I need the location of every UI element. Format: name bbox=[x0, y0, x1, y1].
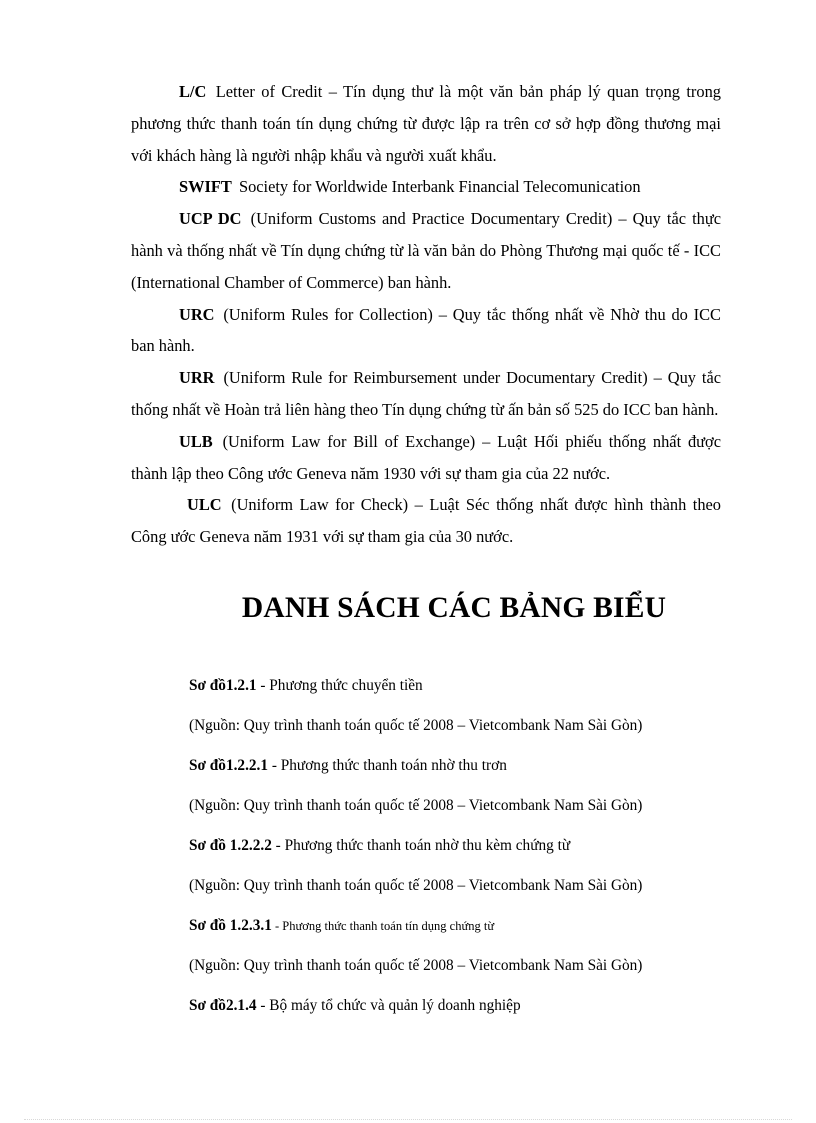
abbreviation-swift bbox=[131, 171, 721, 203]
abbreviation-term: L/C bbox=[179, 82, 207, 101]
diagram-source: (Nguồn: Quy trình thanh toán quốc tế 2008 – Vietcombank Nam Sài Gòn) bbox=[189, 797, 643, 814]
diagram-code: Sơ đồ1.2.2.1 bbox=[189, 757, 269, 774]
abbreviation-term: ULC bbox=[187, 495, 222, 515]
abbreviation-definition: Society for Worldwide Interbank Financial Telecomunication bbox=[238, 177, 641, 197]
abbreviation-term: ULB bbox=[179, 431, 213, 451]
abbreviation-urr bbox=[131, 362, 721, 426]
abbreviation-urc bbox=[131, 299, 721, 363]
diagram-description: - Phương thức thanh toán nhờ thu kèm chứng từ bbox=[271, 837, 571, 854]
diagram-source: (Nguồn: Quy trình thanh toán quốc tế 2008 – Vietcombank Nam Sài Gòn) bbox=[189, 877, 643, 894]
diagram-caption bbox=[189, 916, 749, 956]
diagram-caption bbox=[189, 836, 749, 876]
abbreviation-term: URC bbox=[179, 304, 215, 324]
abbreviation-definition: (Uniform Customs and Practice Documentary Credit) – Quy tắc thực hành và thống nhất về Tín dụng chứng từ là văn bản do Phòng Thương mại quốc tế - ICC (International Chamber of Commerce) ban hành. bbox=[131, 209, 721, 292]
diagram-entry bbox=[189, 836, 749, 916]
abbreviation-term: SWIFT bbox=[179, 177, 232, 197]
abbreviation-definition: (Uniform Law for Check) – Luật Séc thống nhất được hình thành theo Công ước Geneva năm 1931 với sự tham gia của 30 nước. bbox=[131, 495, 721, 547]
abbreviation-list bbox=[131, 76, 721, 553]
diagram-source: (Nguồn: Quy trình thanh toán quốc tế 2008 – Vietcombank Nam Sài Gòn) bbox=[189, 957, 643, 974]
diagram-code: Sơ đồ 1.2.3.1 bbox=[189, 917, 272, 934]
abbreviation-ulb bbox=[131, 426, 721, 490]
diagram-source: (Nguồn: Quy trình thanh toán quốc tế 2008 – Vietcombank Nam Sài Gòn) bbox=[189, 717, 643, 734]
diagram-description: - Phương thức thanh toán nhờ thu trơn bbox=[268, 757, 507, 774]
abbreviation-definition: Letter of Credit – Tín dụng thư là một văn bản pháp lý quan trọng trong phương thức thanh toán tín dụng chứng từ được lập ra trên cơ sở hợp đồng thương mại với khách hàng là người nhập khẩu và người xuất khẩu. bbox=[131, 82, 721, 165]
diagram-description: - Phương thức thanh toán tín dụng chứng từ bbox=[271, 919, 495, 933]
diagram-caption bbox=[189, 676, 749, 716]
abbreviation-term: UCP DC bbox=[179, 209, 242, 229]
list-of-tables-title: DANH SÁCH CÁC BẢNG BIỂU bbox=[241, 592, 667, 624]
page-bottom-divider bbox=[24, 1119, 792, 1120]
diagram-entry bbox=[189, 676, 749, 756]
abbreviation-definition: (Uniform Rule for Reimbursement under Documentary Credit) – Quy tắc thống nhất về Hoàn trả liên hàng theo Tín dụng chứng từ ấn bản số 525 do ICC ban hành. bbox=[131, 368, 721, 419]
diagram-description: - Bộ máy tổ chức và quản lý doanh nghiệp bbox=[256, 997, 521, 1014]
abbreviation-ucp-dc bbox=[131, 203, 721, 298]
abbreviation-definition: (Uniform Rules for Collection) – Quy tắc thống nhất về Nhờ thu do ICC ban hành. bbox=[131, 304, 721, 356]
diagram-entry bbox=[189, 916, 749, 996]
diagram-code: Sơ đồ 1.2.2.2 bbox=[189, 837, 272, 854]
abbreviation-ulc bbox=[131, 489, 721, 553]
diagram-entry bbox=[189, 756, 749, 836]
abbreviation-lc bbox=[131, 76, 721, 171]
diagram-code: Sơ đồ1.2.1 bbox=[189, 677, 257, 694]
abbreviation-definition: (Uniform Law for Bill of Exchange) – Luật Hối phiếu thống nhất được thành lập theo Công ước Geneva năm 1930 với sự tham gia của 22 nước. bbox=[131, 431, 721, 483]
diagram-description: - Phương thức chuyển tiền bbox=[256, 677, 423, 694]
diagram-entry bbox=[189, 996, 749, 1036]
diagram-code: Sơ đồ2.1.4 bbox=[189, 997, 257, 1014]
abbreviation-term: URR bbox=[179, 368, 215, 388]
diagram-caption bbox=[189, 996, 749, 1036]
diagram-list bbox=[189, 676, 749, 1036]
diagram-caption bbox=[189, 756, 749, 796]
